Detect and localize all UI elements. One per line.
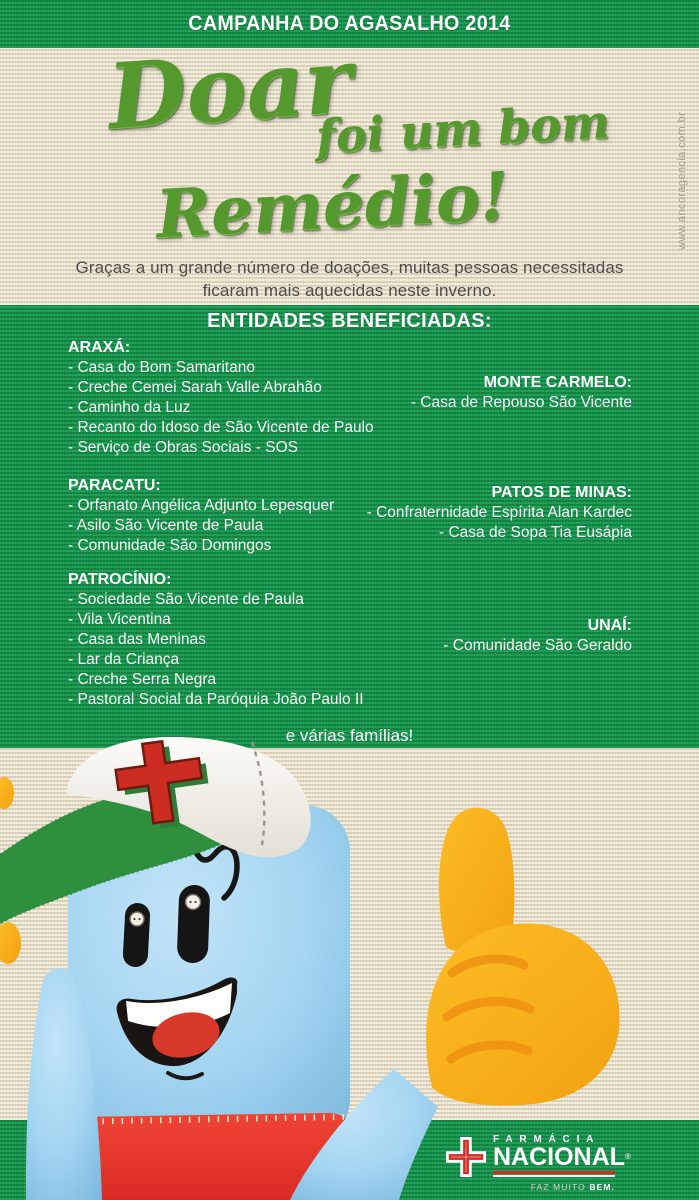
entity-group-araxa (68, 338, 374, 458)
logo-text (493, 1134, 631, 1192)
closing-note: e várias famílias! (285, 726, 414, 745)
entity-item: - Vila Vicentina (68, 611, 171, 628)
city-name: PATOS DE MINAS: (491, 484, 632, 501)
entity-group-patrocinio (68, 570, 364, 710)
city-name: PARACATU: (68, 477, 161, 494)
entity-group-monte-carmelo (411, 373, 632, 413)
entity-item: - Casa de Sopa Tia Eusápia (438, 524, 632, 541)
logo-white-bar (493, 1175, 615, 1177)
top-title-bar (0, 0, 699, 48)
left-glove-tip-icon (0, 777, 14, 809)
farmacia-nacional-logo (445, 1134, 631, 1192)
campaign-title: CAMPANHA DO AGASALHO 2014 (188, 12, 511, 35)
entity-item: - Casa de Repouso São Vicente (410, 394, 632, 411)
entity-item: - Casa do Bom Samaritano (68, 359, 255, 376)
brand-nacional: NACIONAL® (493, 1143, 631, 1171)
mascot-thumbs-up-hand (426, 808, 619, 1106)
city-name: ARAXÁ: (68, 339, 131, 356)
entity-item: - Sociedade São Vicente de Paula (68, 591, 304, 608)
pharmacy-cross-icon (445, 1136, 487, 1178)
brand-farmacia: FARMÁCIA (493, 1134, 601, 1145)
headline-word-doar: Doar (104, 27, 356, 151)
headline-word-remedio: Remédio! (154, 156, 511, 254)
registered-mark: ® (624, 1152, 631, 1161)
brand-tagline: FAZ MUITO BEM. (530, 1182, 615, 1192)
entities-heading: ENTIDADES BENEFICIADAS: (207, 310, 492, 332)
entity-item: - Caminho da Luz (68, 399, 191, 416)
intro-paragraph (0, 256, 699, 302)
entity-item: - Creche Serra Negra (68, 671, 217, 688)
mascot-illustration (0, 735, 699, 1200)
entity-item: - Orfanato Angélica Adjunto Lepesquer (68, 497, 335, 514)
entity-group-patos-de-minas (367, 483, 632, 543)
entity-item: - Comunidade São Geraldo (443, 637, 632, 654)
entity-item: - Pastoral Social da Paróquia João Paulo II (68, 691, 364, 708)
entity-group-paracatu (68, 476, 334, 556)
entity-item: - Comunidade São Domingos (68, 537, 272, 554)
entity-item: - Recanto do Idoso de São Vicente de Paulo (68, 419, 374, 436)
city-name: UNAÍ: (587, 617, 632, 634)
entity-item: - Asilo São Vicente de Paula (68, 517, 264, 534)
logo-red-bar (493, 1171, 615, 1174)
entity-item: - Confraternidade Espírita Alan Kardec (366, 504, 632, 521)
intro-line-1: Graças a um grande número de doações, muitas pessoas necessitadas (75, 258, 624, 277)
entity-group-unai (443, 616, 632, 656)
entity-item: - Casa das Meninas (68, 631, 206, 648)
entity-item: - Serviço de Obras Sociais - SOS (68, 439, 298, 456)
city-name: PATROCÍNIO: (68, 571, 172, 588)
city-name: MONTE CARMELO: (483, 374, 632, 391)
agency-credit: www.ancoragencia.com.br (676, 111, 688, 250)
headline-word-foi-um-bom: foi um bom (314, 94, 611, 164)
entity-item: - Lar da Criança (68, 651, 180, 668)
entity-item: - Creche Cemei Sarah Valle Abrahão (68, 379, 322, 396)
intro-line-2: ficaram mais aquecidas neste inverno. (202, 281, 497, 300)
